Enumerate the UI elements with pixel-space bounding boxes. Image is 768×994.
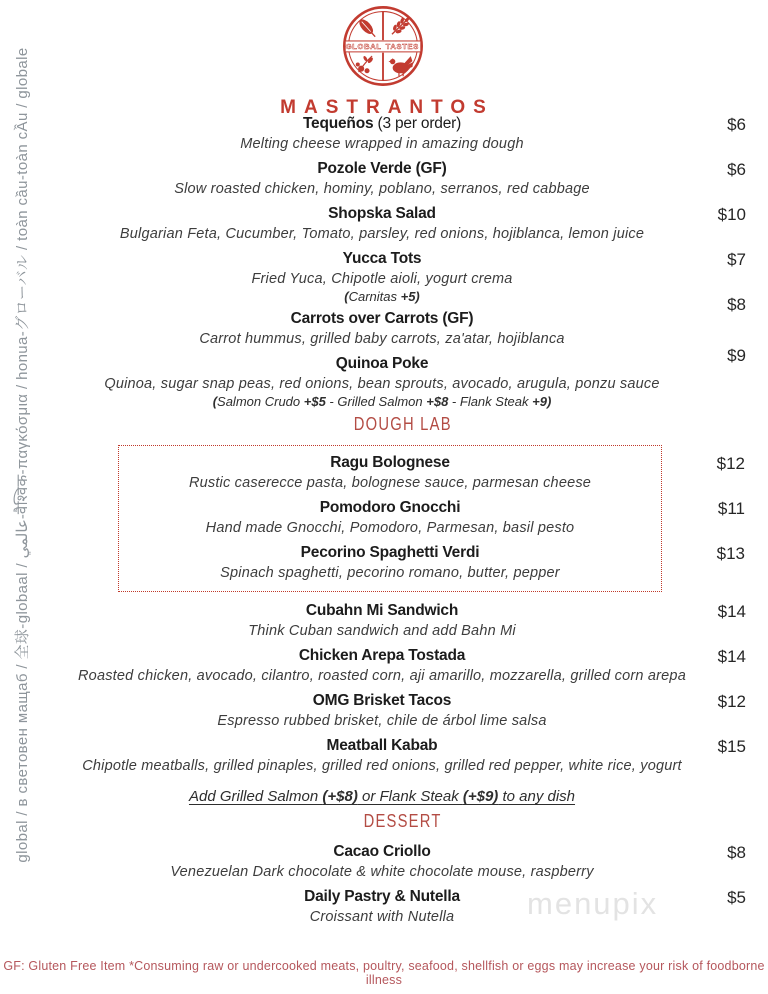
footer-disclaimer: GF: Gluten Free Item *Consuming raw or undercooked meats, poultry, seafood, shellfish or eggs may increase your risk of foodborne illness xyxy=(3,959,765,987)
menu xyxy=(60,114,746,932)
menu-item xyxy=(119,498,745,538)
addon-note: Add Grilled Salmon (+$8) or Flank Steak (+$9) to any dish xyxy=(188,788,576,805)
item-price: $8 xyxy=(727,295,746,314)
item-name: Ragu Bolognese xyxy=(330,454,450,471)
menu-item xyxy=(60,114,746,154)
item-name: Shopska Salad xyxy=(328,205,436,222)
item-name: Yucca Tots xyxy=(342,250,422,267)
item-price: $12 xyxy=(716,454,745,473)
menu-item xyxy=(60,736,746,776)
item-description: Carrot hummus, grilled baby carrots, za'atar, hojiblanca xyxy=(199,331,565,347)
item-price: $5 xyxy=(727,888,746,907)
item-name: OMG Brisket Tacos xyxy=(312,692,452,709)
menu-item xyxy=(60,842,746,882)
menu-item xyxy=(60,601,746,641)
item-price: $8 xyxy=(727,843,746,862)
item-description: Spinach spaghetti, pecorino romano, butter, pepper xyxy=(220,565,560,581)
menu-item xyxy=(60,249,746,304)
menu-item xyxy=(60,646,746,686)
item-description: Quinoa, sugar snap peas, red onions, bean sprouts, avocado, arugula, ponzu sauce xyxy=(104,376,660,392)
brand-title: MASTRANTOS xyxy=(280,97,494,118)
menu-item xyxy=(119,453,745,493)
item-price: $6 xyxy=(727,160,746,179)
item-price: $14 xyxy=(717,602,746,621)
dough-lab-box xyxy=(118,445,745,592)
item-name: Chicken Arepa Tostada xyxy=(298,647,466,664)
item-name: Cubahn Mi Sandwich xyxy=(305,602,459,619)
item-description: Venezuelan Dark chocolate & white chocolate mouse, raspberry xyxy=(170,864,594,880)
item-description: Slow roasted chicken, hominy, poblano, serranos, red cabbage xyxy=(174,181,590,197)
watermark: menupix xyxy=(527,886,659,921)
svg-text:TASTES: TASTES xyxy=(385,42,419,52)
item-description: Rustic caserecce pasta, bolognese sauce, parmesan cheese xyxy=(188,475,592,491)
item-name: Pomodoro Gnocchi xyxy=(319,499,461,516)
menu-item xyxy=(60,204,746,244)
item-name: Pozole Verde (GF) xyxy=(317,160,447,177)
dessert-heading: DESSERT xyxy=(363,811,443,831)
item-price: $14 xyxy=(717,647,746,666)
item-addon: (Carnitas +5) xyxy=(344,289,420,304)
item-description: Think Cuban sandwich and add Bahn Mi xyxy=(248,623,516,639)
item-price: $7 xyxy=(727,250,746,269)
item-price: $6 xyxy=(727,115,746,134)
item-price: $12 xyxy=(717,692,746,711)
item-name: Carrots over Carrots (GF) xyxy=(290,310,474,327)
item-name: Meatball Kabab xyxy=(326,737,438,754)
item-price: $13 xyxy=(716,544,745,563)
mains-section xyxy=(60,601,746,776)
item-name: Quinoa Poke xyxy=(335,355,429,372)
svg-text:GLOBAL: GLOBAL xyxy=(345,42,382,52)
item-price: $11 xyxy=(717,499,745,518)
item-description: Espresso rubbed brisket, chile de árbol lime salsa xyxy=(217,713,547,729)
item-description: Hand made Gnocchi, Pomodoro, Parmesan, basil pesto xyxy=(205,520,575,536)
item-name: Cacao Criollo xyxy=(333,843,431,860)
dough-lab-heading: DOUGH LAB xyxy=(353,414,453,434)
menu-item xyxy=(60,346,746,409)
item-description: Melting cheese wrapped in amazing dough xyxy=(240,136,524,152)
item-name: Daily Pastry & Nutella xyxy=(304,888,460,905)
item-description: Bulgarian Feta, Cucumber, Tomato, parsley, red onions, hojiblanca, lemon juice xyxy=(119,226,645,242)
item-addon: (Salmon Crudo +$5 - Grilled Salmon +$8 - Flank Steak +9) xyxy=(212,394,552,409)
menu-item xyxy=(119,543,745,583)
item-price: $10 xyxy=(717,205,746,224)
item-price: $9 xyxy=(727,346,746,365)
header xyxy=(60,4,706,119)
global-tastes-logo-icon xyxy=(341,4,425,88)
menu-item xyxy=(60,159,746,199)
item-price: $15 xyxy=(717,737,746,756)
item-description: Fried Yuca, Chipotle aioli, yogurt crema xyxy=(251,271,513,287)
item-description: Roasted chicken, avocado, cilantro, roasted corn, aji amarillo, mozzarella, grilled corn arepa xyxy=(78,668,686,684)
banner xyxy=(345,41,421,52)
item-description: Croissant with Nutella xyxy=(309,909,455,925)
leaf-icon xyxy=(357,17,379,40)
item-name: Pecorino Spaghetti Verdi xyxy=(300,544,480,561)
item-name: Tequeños (3 per order) xyxy=(302,115,462,132)
sidebar-vertical-text: global / в световен мащаб / 全球-globaal / عالمي-वैश्विक-παγκόσμια / honua-グローバル / toàn cầu-toàn cẦu / globale xyxy=(14,47,31,863)
item-description: Chipotle meatballs, grilled pinaples, grilled red onions, grilled red pepper, white rice, yogurt xyxy=(82,758,682,774)
menu-item xyxy=(60,691,746,731)
